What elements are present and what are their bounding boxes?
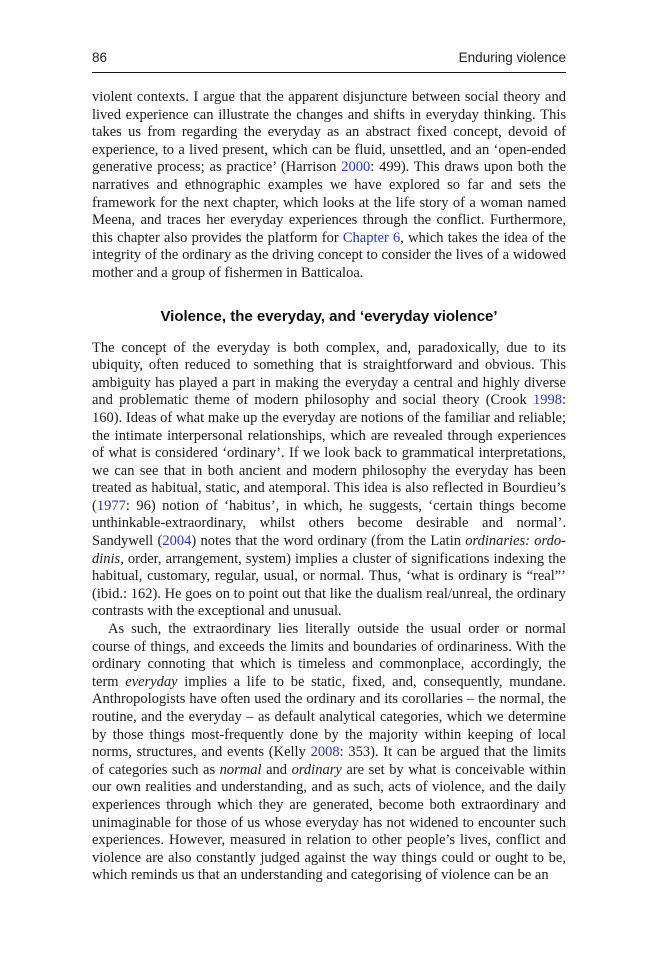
running-head-title: Enduring violence <box>458 50 566 65</box>
text-run: , order, arrangement, system) implies a cluster of significations indexing the habitual, customary, regular, usual, or normal. Thus, ‘what is ordinary is “real”’ (ibid.: 162). He goes on to point out that like the dualism real/unreal, the ordinary contrasts with the exceptional and unusual. <box>92 550 566 620</box>
text-run: violent contexts. I argue that the apparent disjuncture between social theory and lived experience can illustrate the changes and shifts in everyday thinking. This takes us from regarding the everyday as an abstract fixed concept, devoid of experience, to a lived present, which can be fluid, unsettled, and an ‘open-ended generative process; as practice’ (Harrison <box>92 89 566 176</box>
text-run: : 160). Ideas of what make up the everyday are notions of the familiar and reliable; the intimate interpersonal relationships, which are revealed through experiences of what is considered ‘ordinary’. If we look back to grammatical interpretations, we can see that in both ancient and modern philosophy the everyday has been treated as habitual, static, and atemporal. This idea is also reflected in Bourdieu’s ( <box>92 392 566 514</box>
italic-term: ordinaries: ordo-dinis <box>92 533 566 567</box>
paragraph-3 <box>92 621 566 885</box>
citation-link[interactable]: 1998 <box>532 392 562 409</box>
text-run: : 96) notion of ‘habitus’, in which, he suggests, ‘certain things become unthinkable-extraordinary, whilst others become desirable and normal’. Sandywell ( <box>92 497 566 550</box>
text-run: implies a life to be static, fixed, and, consequently, mundane. Anthropologists have often used the ordinary and its corollaries – the normal, the routine, and the everyday – as default analytical categories, which we determine by those things most-frequently done by the majority within keeping of local norms, structures, and events (Kelly <box>92 673 566 761</box>
page-body <box>92 89 566 885</box>
running-header <box>92 50 566 73</box>
citation-link[interactable]: 2004 <box>162 533 192 550</box>
italic-term: normal <box>219 761 262 778</box>
text-run: As such, the extraordinary lies literally outside the usual order or normal course of things, and exceeds the limits and boundaries of ordinariness. With the ordinary connoting that which is timeless and commonplace, accordingly, the term <box>92 621 566 690</box>
citation-link[interactable]: 2008 <box>310 744 340 761</box>
citation-link[interactable]: 1977 <box>96 497 126 514</box>
text-run: and <box>261 761 292 778</box>
text-run: ) notes that the word ordinary (from the Latin <box>191 533 466 550</box>
text-run: : 499). This draws upon both the narratives and ethnographic examples we have explored so far and sets the framework for the next chapter, which looks at the life story of a woman named Meena, and traces her everyday experiences through the conflict. Furthermore, this chapter also provides the platform for <box>92 159 567 246</box>
text-run: are set by what is conceivable within our own realities and understanding, and as such, acts of violence, and the daily experiences through which they are generated, become both extraordinary and unimaginable for those of us whose everyday has not widened to encounter such experiences. However, measured in relation to other people’s lives, conflict and violence are also constantly judged against the way things could or ought to be, which reminds us that an understanding and categorising of violence can be an <box>92 761 566 884</box>
section-heading: Violence, the everyday, and ‘everyday violence’ <box>160 307 498 325</box>
paragraph-2 <box>92 340 566 622</box>
text-run: , which takes the idea of the integrity of the ordinary as the driving concept to consider the lives of a widowed mother and a group of fishermen in Batticaloa. <box>92 229 566 281</box>
italic-term: ordinary <box>291 761 342 778</box>
page-number: 86 <box>92 50 108 65</box>
text-run: The concept of the everyday is both complex, and, paradoxically, due to its ubiquity, often reduced to something that is straightforward and obvious. This ambiguity has played a part in making the everyday a central and highly diverse and problematic theme of modern philosophy and social theory (Crook <box>92 339 566 409</box>
text-run: : 353). It can be argued that the limits of categories such as <box>92 744 566 778</box>
citation-link[interactable]: 2000 <box>341 159 371 176</box>
citation-link[interactable]: Chapter 6 <box>342 229 401 246</box>
italic-term: everyday <box>125 673 178 690</box>
paragraph-1 <box>92 89 566 283</box>
